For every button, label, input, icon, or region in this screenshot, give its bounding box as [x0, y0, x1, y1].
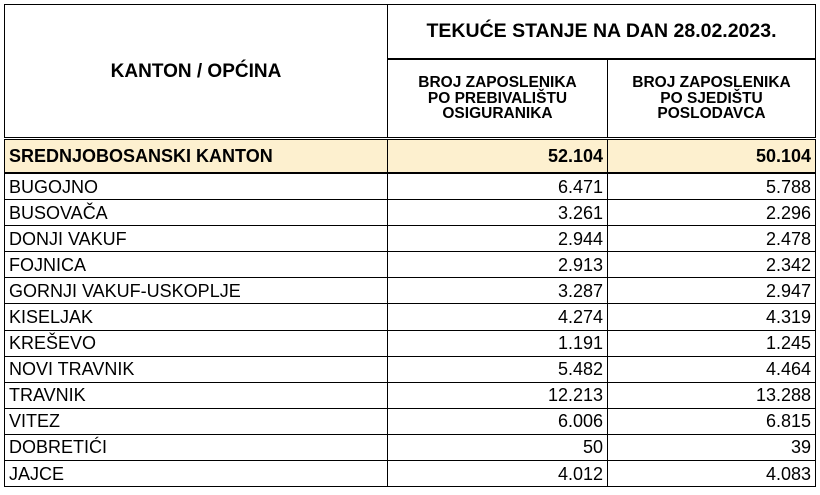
by-residence-value: 3.287 [388, 278, 608, 304]
by-residence-value: 6.471 [388, 173, 608, 200]
municipality-name: TRAVNIK [5, 382, 388, 408]
header-kanton-opcina: KANTON / OPĆINA [5, 5, 388, 139]
by-residence-value: 4.012 [388, 461, 608, 487]
header-by-employer-line-3: POSLODAVCA [657, 105, 766, 123]
by-employer-value: 2.947 [608, 278, 816, 304]
by-employer-value: 1.245 [608, 330, 816, 356]
employees-table [4, 4, 816, 487]
by-residence-value: 2.944 [388, 226, 608, 252]
by-residence-value: 1.191 [388, 330, 608, 356]
table-row [5, 408, 816, 434]
municipality-name: JAJCE [5, 461, 388, 487]
by-residence-value: 2.913 [388, 252, 608, 278]
by-employer-value: 2.342 [608, 252, 816, 278]
by-employer-value: 4.464 [608, 356, 816, 382]
header-by-residence [388, 59, 608, 139]
by-employer-value: 6.815 [608, 408, 816, 434]
header-by-employer [608, 59, 816, 139]
header-by-employer-line-1: BROJ ZAPOSLENIKA [632, 74, 791, 92]
summary-name: SREDNJOBOSANSKI KANTON [5, 139, 388, 174]
by-employer-value: 13.288 [608, 382, 816, 408]
by-residence-value: 3.261 [388, 200, 608, 226]
municipality-name: DONJI VAKUF [5, 226, 388, 252]
summary-row [5, 139, 816, 174]
municipality-name: GORNJI VAKUF-USKOPLJE [5, 278, 388, 304]
summary-by-employer: 50.104 [608, 139, 816, 174]
table-row [5, 173, 816, 200]
table-row [5, 434, 816, 460]
table-row [5, 304, 816, 330]
municipality-name: NOVI TRAVNIK [5, 356, 388, 382]
municipality-name: KISELJAK [5, 304, 388, 330]
table-row [5, 226, 816, 252]
header-by-residence-line-1: BROJ ZAPOSLENIKA [418, 74, 577, 92]
by-residence-value: 6.006 [388, 408, 608, 434]
municipality-name: FOJNICA [5, 252, 388, 278]
by-residence-value: 50 [388, 434, 608, 460]
municipality-name: BUGOJNO [5, 173, 388, 200]
table-row [5, 278, 816, 304]
table-row [5, 356, 816, 382]
by-residence-value: 12.213 [388, 382, 608, 408]
by-employer-value: 4.319 [608, 304, 816, 330]
table-row [5, 382, 816, 408]
by-employer-value: 39 [608, 434, 816, 460]
summary-by-residence: 52.104 [388, 139, 608, 174]
header-by-residence-line-2: PO PREBIVALIŠTU [427, 89, 568, 107]
table-row [5, 461, 816, 487]
by-residence-value: 4.274 [388, 304, 608, 330]
by-employer-value: 4.083 [608, 461, 816, 487]
by-employer-value: 5.788 [608, 173, 816, 200]
header-by-employer-line-2: PO SJEDIŠTU [660, 89, 763, 107]
table-row [5, 252, 816, 278]
municipality-name: KREŠEVO [5, 330, 388, 356]
table-row [5, 200, 816, 226]
header-date-title: TEKUĆE STANJE NA DAN 28.02.2023. [388, 5, 816, 60]
municipality-name: VITEZ [5, 408, 388, 434]
municipality-name: BUSOVAČA [5, 200, 388, 226]
municipality-name: DOBRETIĆI [5, 434, 388, 460]
by-employer-value: 2.478 [608, 226, 816, 252]
header-by-residence-line-3: OSIGURANIKA [442, 105, 553, 123]
by-employer-value: 2.296 [608, 200, 816, 226]
by-residence-value: 5.482 [388, 356, 608, 382]
table-row [5, 330, 816, 356]
